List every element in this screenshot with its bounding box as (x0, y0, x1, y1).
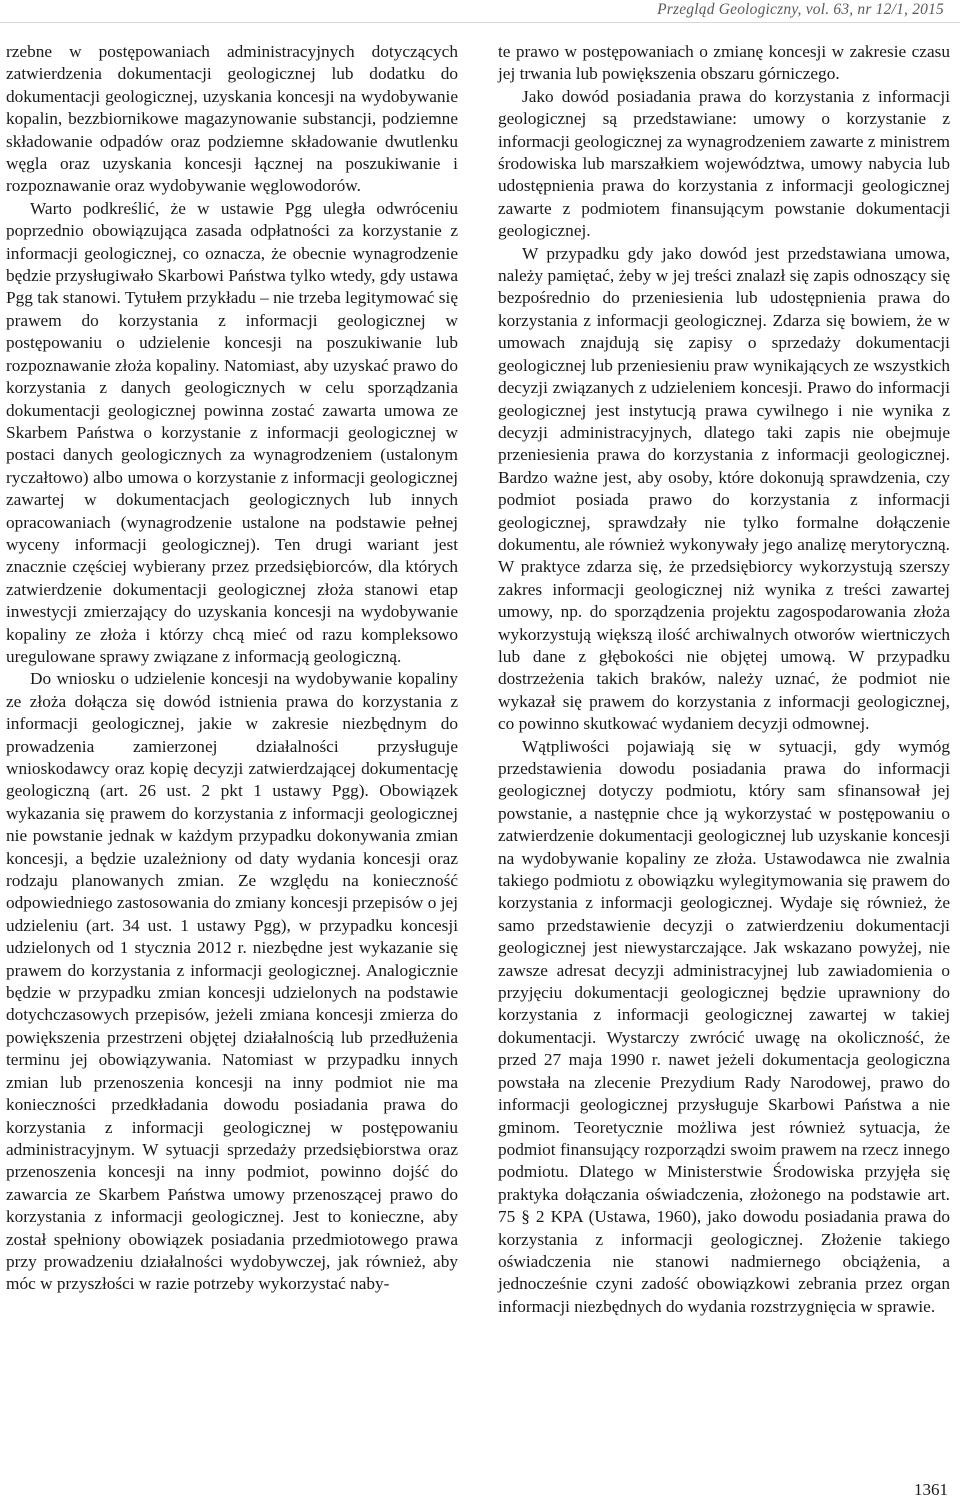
paragraph: Wątpliwości pojawiają się w sytuacji, gdy wymóg przedstawienia dowodu posiadania prawa do informacji geologicznej dotyczy podmiotu, który sam sfinansował jej powstanie, a następnie chce ją wykorzystać w postępowaniu o zatwierdzenie dokumentacji geologicznej lub uzyskanie koncesji na wydobywanie kopaliny ze złoża. Ustawodawca nie zwalnia takiego podmiotu z obowiązku wylegitymowania się prawem do korzystania z informacji geologicznej. Wydaje się również, że samo przedstawienie decyzji o zatwierdzeniu dokumentacji geologicznej jest niewystarczające. Jak wskazano powyżej, nie zawsze adresat decyzji administracyjnej lub zawiadomienia o przyjęciu dokumentacji geologicznej będzie uprawniony do korzystania z informacji geologicznej zawartej w takiej dokumentacji. Wystarczy zwrócić uwagę na okoliczność, że przed 27 maja 1990 r. nawet jeżeli dokumentacja geologiczna powstała na zlecenie Prezydium Rady Narodowej, prawo do informacji geologicznej przysługuje Skarbowi Państwa a nie gminom. Teoretycznie możliwa jest również sytuacja, że podmiot finansujący rozporządzi swoim prawem na rzecz innego podmiotu. Dlatego w Ministerstwie Środowiska przyjęła się praktyka dołączania oświadczenia, złożonego na podstawie art. 75 § 2 KPA (Ustawa, 1960), jako dowodu posiadania prawa do korzystania z informacji geologicznej. Złożenie takiego oświadczenia nie stanowi nadmiernego obciążenia, a jednocześnie czyni zadość obowiązkowi zebrania przez organ informacji niezbędnych do wydania rozstrzygnięcia w sprawie. (498, 736, 950, 1316)
paragraph: W przypadku gdy jako dowód jest przedstawiana umowa, należy pamiętać, żeby w jej treści znalazł się zapis odnoszący się bezpośrednio do przeniesienia lub udostępnienia prawa do korzystania z informacji geologicznej. Zdarza się bowiem, że w umowach znajdują się zapisy o sprzedaży dokumentacji geologicznej lub przeniesieniu praw wynikających ze wszystkich decyzji związanych z udzieleniem koncesji. Prawo do informacji geologicznej jest instytucją prawa cywilnego i nie wynika z decyzji administracyjnych, dlatego taki zapis nie obejmuje przeniesienia prawa do korzystania z informacji geologicznej. Bardzo ważne jest, aby osoby, które dokonują sprawdzenia, czy podmiot posiada prawo do korzystania z informacji geologicznej, sprawdzały nie tylko formalne dołączenie dokumentu, ale również wykonywały jego analizę merytoryczną. W praktyce zdarza się, że przedsiębiorcy wykorzystują szerszy zakres informacji geologicznej niż wynika z treści zawartej umowy, np. do sporządzenia projektu zagospodarowania złoża wykorzystują większą ilość archiwalnych otworów wiertniczych lub dane z głębokości nie objętej umową. W przypadku dostrzeżenia takich braków, należy uznać, że podmiot nie wykazał się prawem do korzystania z informacji geologicznej, co powinno skutkować wydaniem decyzji odmownej. (498, 243, 950, 734)
journal-citation: Przegląd Geologiczny, vol. 63, nr 12/1, 2015 (657, 1, 944, 18)
right-column (498, 41, 950, 1318)
left-column (6, 41, 458, 1296)
paragraph: Do wniosku o udzielenie koncesji na wydobywanie kopaliny ze złoża dołącza się dowód istnienia prawa do korzystania z informacji geologicznej, jakie w zakresie niezbędnym do prowadzenia zamierzonej działalności przysługuje wnioskodawcy oraz kopię decyzji zatwierdzającej dokumentację geologiczną (art. 26 ust. 2 pkt 1 ustawy Pgg). Obowiązek wykazania się prawem do korzystania z informacji geologicznej nie powstanie jednak w każdym przypadku dokonywania zmian koncesji, a będzie uzależniony od daty wydania koncesji oraz rodzaju planowanych zmian. Ze względu na konieczność odpowiedniego zastosowania do zmiany koncesji przepisów o jej udzieleniu (art. 34 ust. 1 ustawy Pgg), w przypadku koncesji udzielonych od 1 stycznia 2012 r. niezbędne jest wykazanie się prawem do korzystania z informacji geologicznej. Analogicznie będzie w przypadku zmian koncesji udzielonych na podstawie dotychczasowych przepisów, jeżeli zmiana koncesji zmierza do powiększenia przestrzeni objętej działalnością lub przedłużenia terminu jej obowiązywania. Natomiast w przypadku innych zmian lub przenoszenia koncesji na inny podmiot nie ma konieczności przedkładania dowodu posiadania prawa do korzystania z informacji geologicznej w postępowaniu administracyjnym. W sytuacji sprzedaży przedsiębiorstwa oraz przenoszenia koncesji na inny podmiot, powinno dojść do zawarcia ze Skarbem Państwa umowy przenoszącej prawo do korzystania z informacji geologicznej. Jest to konieczne, aby został spełniony obowiązek posiadania przedmiotowego prawa przy prowadzeniu działalności wydobywczej, jak również, aby móc w przyszłości w razie potrzeby wykorzystać naby- (6, 669, 458, 1294)
paragraph: te prawo w postępowaniach o zmianę koncesji w zakresie czasu jej trwania lub powiększenia obszaru górniczego. (498, 42, 950, 84)
paragraph: rzebne w postępowaniach administracyjnych dotyczących zatwierdzenia dokumentacji geologicznej lub dodatku do dokumentacji geologicznej, uzyskania koncesji na wydobywanie kopalin, bezzbiornikowe magazynowanie substancji, podziemne składowanie odpadów oraz podziemne składowanie dwutlenku węgla oraz uzyskania koncesji łącznej na poszukiwanie i rozpoznawanie oraz wydobywanie węglowodorów. (6, 42, 458, 196)
running-header (0, 0, 960, 23)
paragraph: Warto podkreślić, że w ustawie Pgg uległa odwróceniu poprzednio obowiązująca zasada odpłatności za korzystanie z informacji geologicznej, co oznacza, że obecnie wynagrodzenie będzie przysługiwało Skarbowi Państwa tylko wtedy, gdy ustawa Pgg tak stanowi. Tytułem przykładu – nie trzeba legitymować się prawem do korzystania z informacji geologicznej w postępowaniu o udzielenie koncesji na poszukiwanie lub rozpoznawanie złoża kopaliny. Natomiast, aby uzyskać prawo do korzystania z danych geologicznych w celu sporządzania dokumentacji geologicznej powinna zostać zawarta umowa ze Skarbem Państwa o korzystanie z informacji geologicznej w postaci danych geologicznych za wynagrodzeniem (ustalonym ryczałtowo) albo umowa o korzystanie z informacji geologicznej zawartej w dokumentacjach geologicznych lub innych opracowaniach (wynagrodzenie ustalone na podstawie pełnej wyceny informacji geologicznej). Ten drugi wariant jest znacznie częściej wybierany przez przedsiębiorców, dla których zatwierdzenie dokumentacji geologicznej złoża stanowi etap inwestycji zmierzający do uzyskania koncesji na wydobywanie kopaliny ze złoża i którzy chcą mieć od razu kompleksowo uregulowane sprawy związane z informacją geologiczną. (6, 198, 458, 666)
paragraph: Jako dowód posiadania prawa do korzystania z informacji geologicznej są przedstawiane: umowy o korzystanie z informacji geologicznej za wynagrodzeniem zawarte z ministrem środowiska lub marszałkiem województwa, umowy nabycia lub udostępnienia prawa do korzystania z informacji geologicznej zawarte z podmiotem finansującym powstanie dokumentacji geologicznej. (498, 86, 950, 241)
page-number: 1361 (914, 1480, 948, 1499)
